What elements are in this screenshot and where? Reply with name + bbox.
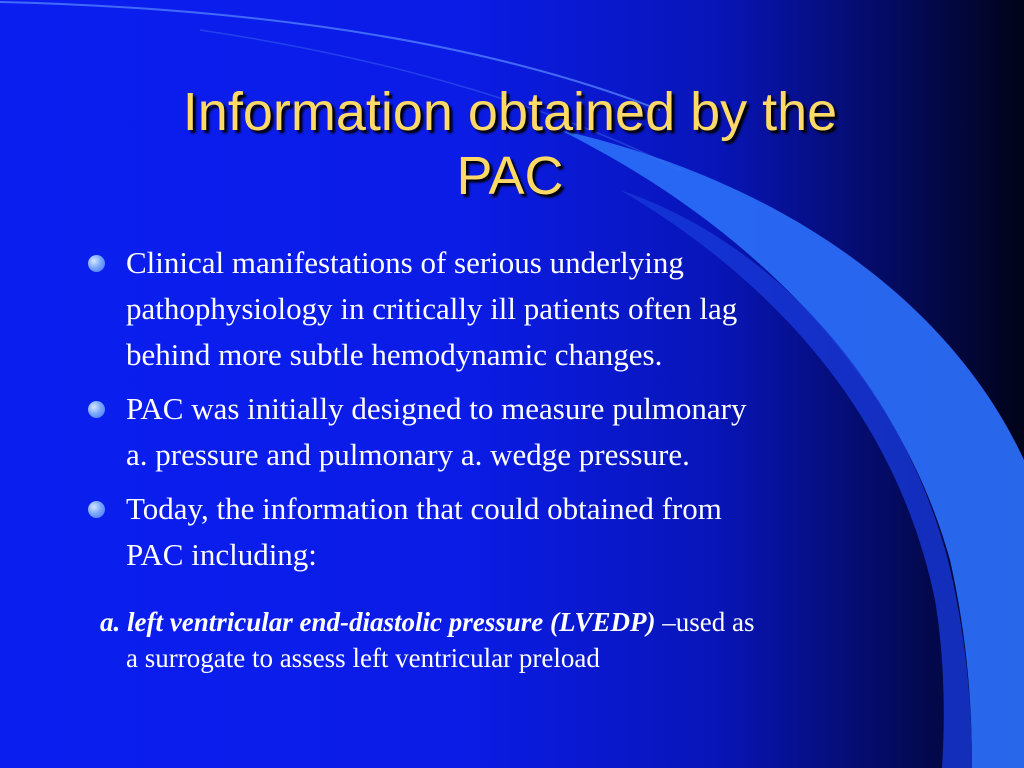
bullet-1-line-1: Clinical manifestations of serious underlying: [126, 245, 684, 280]
sub-item-rest: –used as: [655, 607, 755, 637]
bullet-3-line-2: PAC including:: [126, 537, 317, 572]
bullet-1-line-2: pathophysiology in critically ill patients often lag: [126, 291, 738, 326]
circle-bullet-icon: [88, 501, 105, 518]
bullet-3-line-1: Today, the information that could obtained from: [126, 491, 722, 526]
circle-bullet-icon: [88, 255, 105, 272]
bullet-2-line-1: PAC was initially designed to measure pulmonary: [126, 391, 747, 426]
bullet-1-line-3: behind more subtle hemodynamic changes.: [126, 337, 663, 372]
bullet-item-2: [88, 386, 933, 478]
circle-bullet-icon: [88, 401, 105, 418]
sub-item: [100, 604, 940, 676]
slide-title: [60, 80, 960, 208]
sub-item-term: a. left ventricular end-diastolic pressure (LVEDP): [100, 607, 656, 637]
bullet-list: [88, 240, 933, 586]
title-line-1: Information obtained by the: [182, 82, 838, 142]
bullet-item-3: [88, 486, 933, 578]
sub-item-continuation: a surrogate to assess left ventricular preload: [126, 643, 600, 673]
bullet-item-1: [88, 240, 933, 378]
bullet-2-line-2: a. pressure and pulmonary a. wedge pressure.: [126, 437, 690, 472]
title-line-2: PAC: [456, 146, 564, 206]
